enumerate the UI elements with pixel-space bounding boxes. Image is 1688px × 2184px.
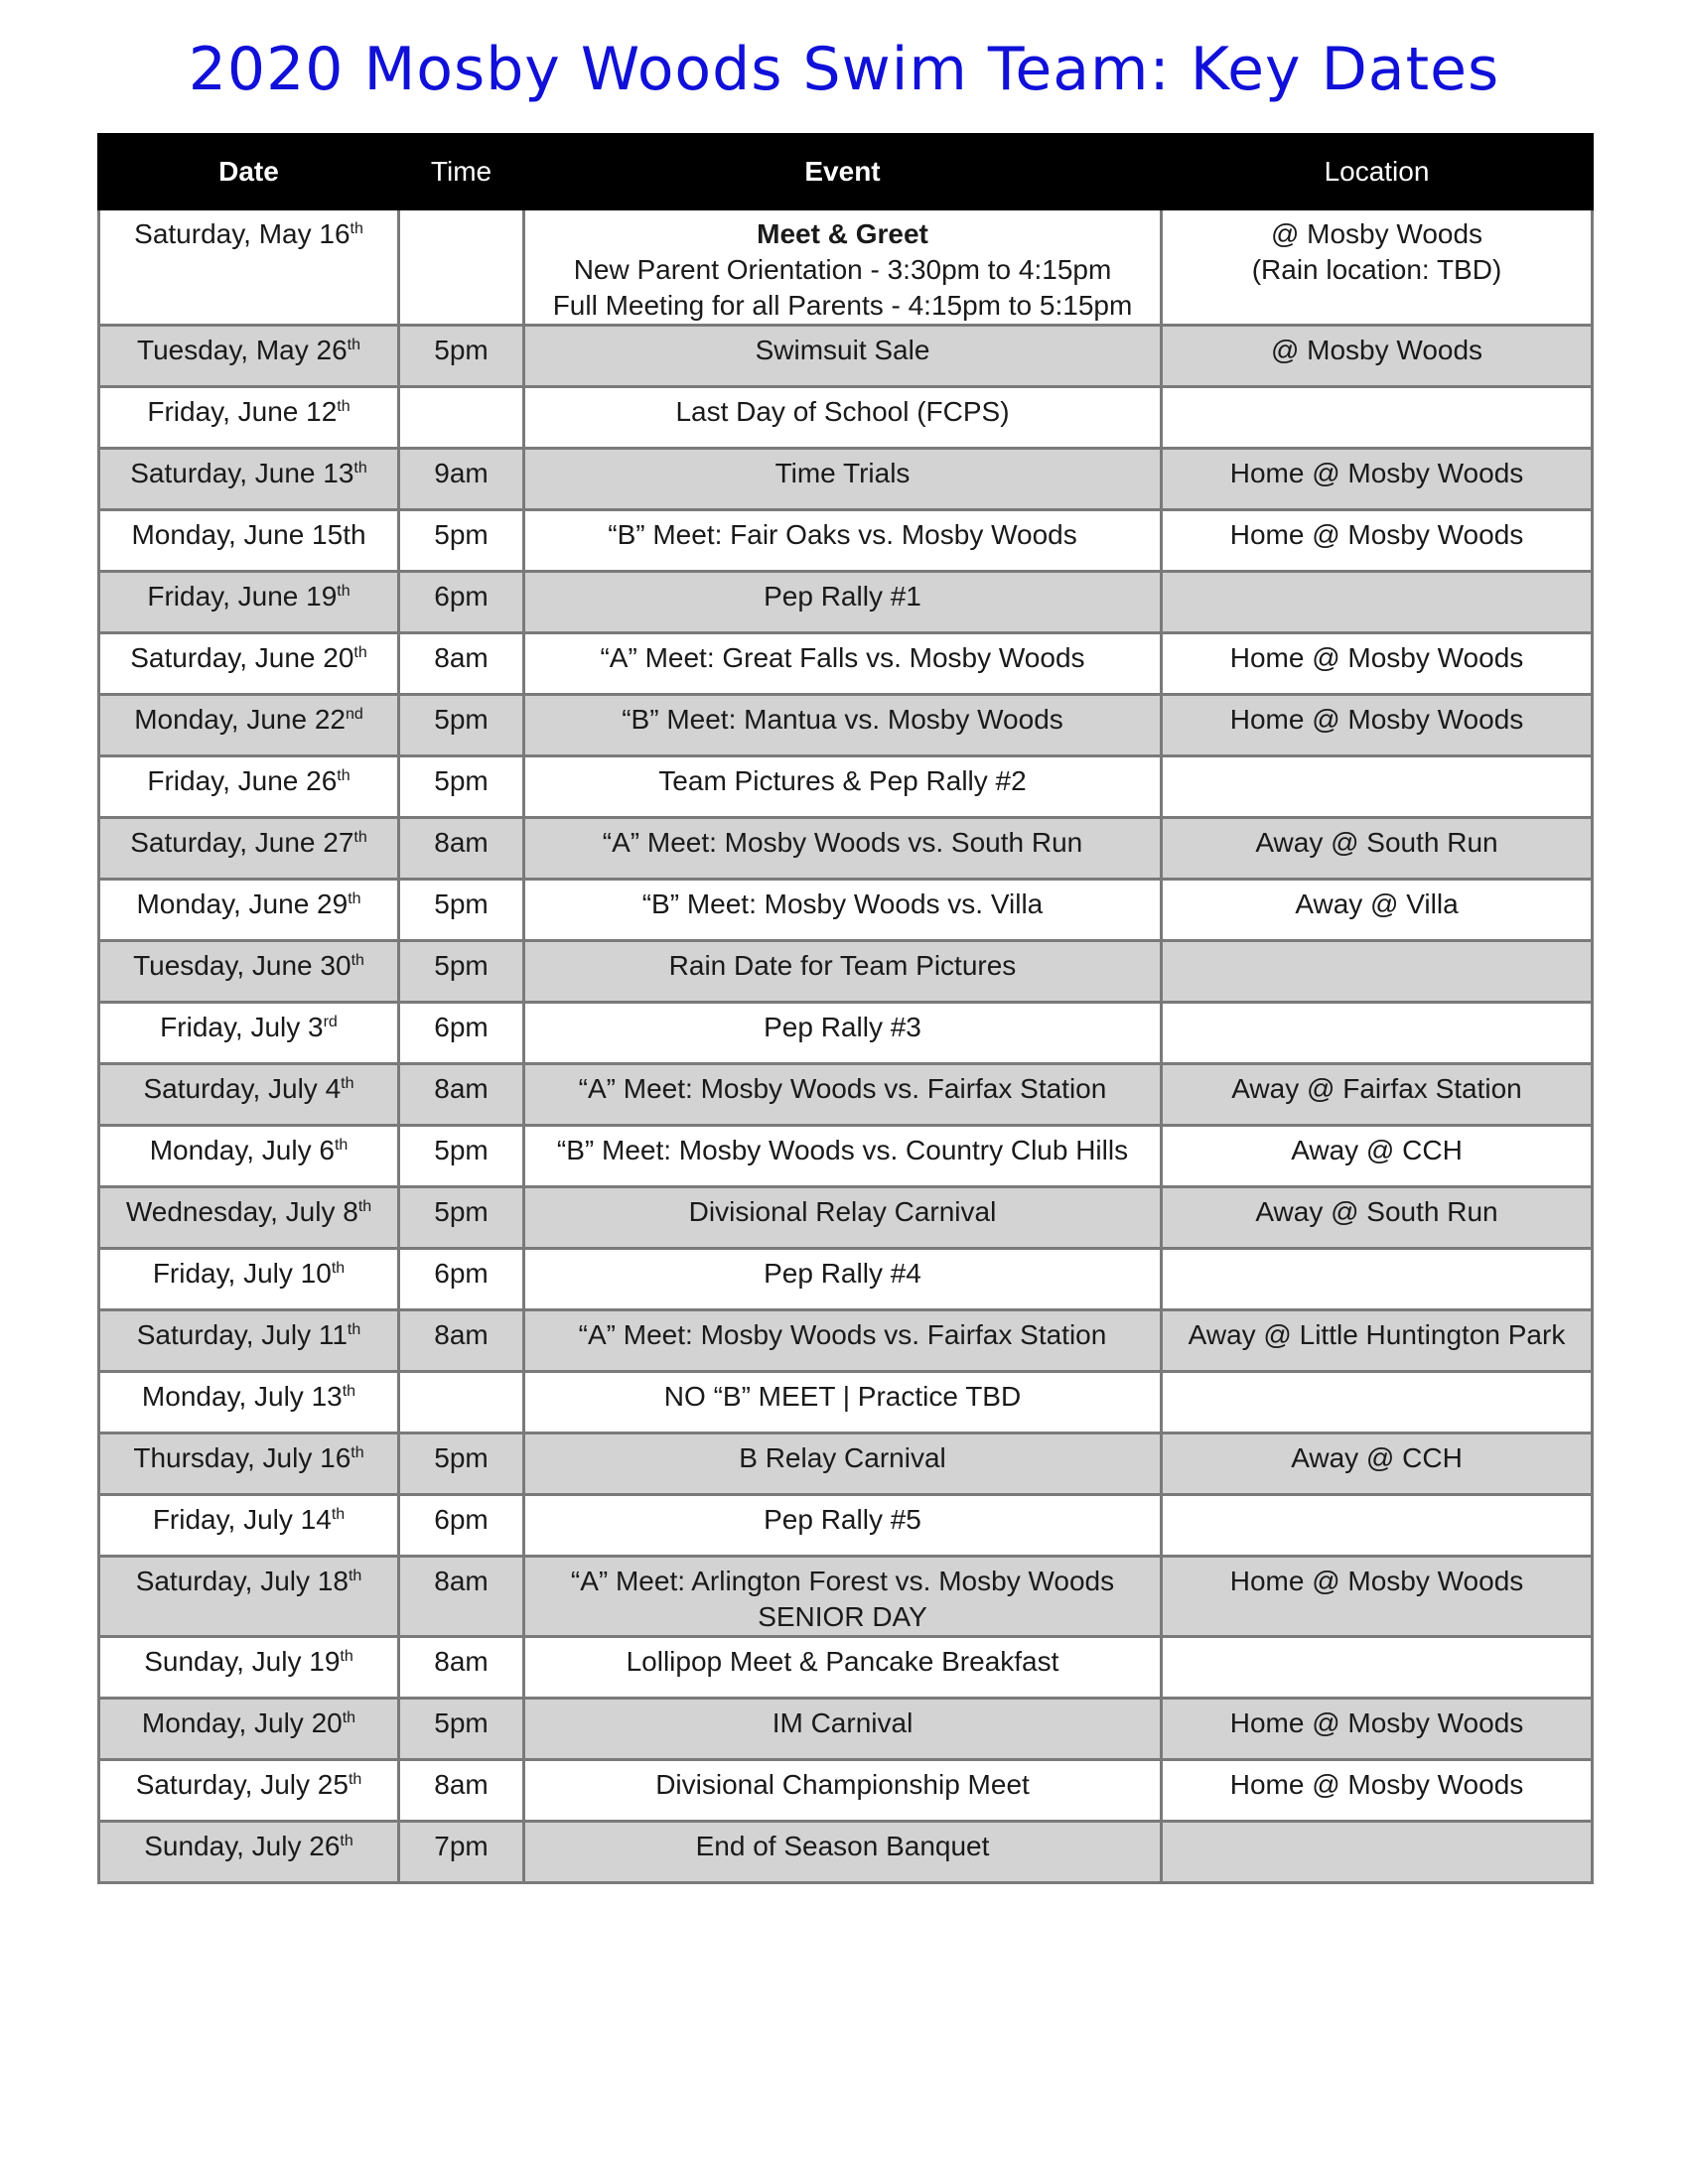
date-cell (99, 572, 399, 633)
event-line: B Relay Carnival (739, 1442, 946, 1473)
time-cell: 5pm (399, 941, 524, 1003)
header-time: Time (399, 135, 524, 209)
table-row (99, 818, 1593, 880)
location-cell (1162, 1822, 1593, 1883)
event-line: “B” Meet: Mosby Woods vs. Country Club Hills (556, 1135, 1129, 1165)
time-cell (399, 209, 524, 326)
date-cell (99, 1003, 399, 1064)
location-line: Home @ Mosby Woods (1229, 519, 1524, 550)
table-row (99, 1310, 1593, 1372)
date-text: Friday, June 19 (147, 581, 338, 612)
time-cell: 7pm (399, 1822, 524, 1883)
time-cell (399, 387, 524, 449)
location-cell (1162, 1310, 1593, 1372)
date-cell (99, 1187, 399, 1249)
date-text: Monday, June 15th (131, 519, 366, 550)
location-line: Away @ South Run (1255, 1196, 1498, 1227)
date-ordinal-suffix: th (351, 1444, 364, 1461)
event-line: Swimsuit Sale (755, 335, 930, 365)
date-text: Monday, July 6 (149, 1135, 335, 1165)
event-line: Divisional Championship Meet (655, 1769, 1030, 1800)
table-row (99, 1637, 1593, 1699)
date-ordinal-suffix: th (337, 583, 351, 600)
event-cell (524, 510, 1162, 572)
event-line: Pep Rally #3 (764, 1012, 921, 1042)
event-cell (524, 633, 1162, 695)
time-cell: 6pm (399, 1003, 524, 1064)
event-line: “A” Meet: Mosby Woods vs. Fairfax Station (578, 1319, 1107, 1350)
date-ordinal-suffix: th (348, 1568, 362, 1584)
date-ordinal-suffix: th (353, 644, 367, 661)
table-header-row (99, 135, 1593, 209)
location-line: Away @ CCH (1291, 1135, 1463, 1165)
time-cell: 5pm (399, 1699, 524, 1760)
table-row (99, 1699, 1593, 1760)
event-cell (524, 1126, 1162, 1187)
date-text: Monday, June 29 (136, 888, 349, 919)
time-cell: 8am (399, 633, 524, 695)
date-cell (99, 326, 399, 387)
date-cell (99, 1433, 399, 1495)
event-line: Lollipop Meet & Pancake Breakfast (626, 1646, 1059, 1677)
event-cell (524, 1372, 1162, 1433)
location-cell (1162, 1064, 1593, 1126)
date-ordinal-suffix: th (348, 890, 361, 907)
event-line: Time Trials (774, 458, 911, 488)
table-row (99, 1003, 1593, 1064)
location-line: Home @ Mosby Woods (1229, 642, 1524, 673)
event-cell (524, 756, 1162, 818)
location-line: Away @ CCH (1291, 1442, 1463, 1473)
date-cell (99, 941, 399, 1003)
date-ordinal-suffix: th (337, 767, 351, 784)
event-cell (524, 1064, 1162, 1126)
header-date: Date (99, 135, 399, 209)
location-line: Away @ Villa (1295, 888, 1459, 919)
date-ordinal-suffix: th (340, 1833, 353, 1849)
location-line: Away @ Little Huntington Park (1188, 1319, 1566, 1350)
event-cell (524, 209, 1162, 326)
date-cell (99, 1557, 399, 1637)
location-cell (1162, 756, 1593, 818)
table-row (99, 1433, 1593, 1495)
location-cell (1162, 209, 1593, 326)
date-text: Friday, June 26 (147, 765, 338, 796)
table-row (99, 695, 1593, 756)
table-row (99, 449, 1593, 510)
table-row (99, 572, 1593, 633)
date-ordinal-suffix: th (348, 1771, 362, 1788)
time-cell: 5pm (399, 1126, 524, 1187)
table-row (99, 1249, 1593, 1310)
date-ordinal-suffix: nd (345, 706, 363, 723)
location-cell (1162, 387, 1593, 449)
date-text: Saturday, July 4 (143, 1073, 342, 1104)
page-title: 2020 Mosby Woods Swim Team: Key Dates (188, 35, 1500, 104)
event-cell (524, 1433, 1162, 1495)
time-cell: 8am (399, 1064, 524, 1126)
date-cell (99, 449, 399, 510)
table-row (99, 1064, 1593, 1126)
event-line: “A” Meet: Great Falls vs. Mosby Woods (600, 642, 1085, 673)
event-line: Last Day of School (FCPS) (675, 396, 1010, 427)
date-ordinal-suffix: th (331, 1260, 346, 1277)
event-line: “B” Meet: Mosby Woods vs. Villa (641, 888, 1044, 919)
event-line: “A” Meet: Mosby Woods vs. South Run (602, 827, 1083, 858)
date-text: Friday, July 14 (152, 1504, 332, 1535)
event-line: “A” Meet: Arlington Forest vs. Mosby Woods (570, 1566, 1115, 1596)
location-cell (1162, 510, 1593, 572)
location-cell (1162, 1637, 1593, 1699)
event-cell (524, 387, 1162, 449)
time-cell: 5pm (399, 880, 524, 941)
event-cell (524, 572, 1162, 633)
location-cell (1162, 1699, 1593, 1760)
date-ordinal-suffix: th (341, 1075, 354, 1092)
table-row (99, 1126, 1593, 1187)
date-text: Monday, July 20 (141, 1707, 343, 1738)
table-row (99, 387, 1593, 449)
date-ordinal-suffix: th (353, 829, 367, 846)
time-cell: 6pm (399, 1249, 524, 1310)
event-line: SENIOR DAY (758, 1601, 927, 1632)
table-row (99, 1822, 1593, 1883)
time-cell: 8am (399, 1760, 524, 1822)
date-ordinal-suffix: th (331, 1506, 346, 1523)
location-line: Home @ Mosby Woods (1229, 1769, 1524, 1800)
location-line: @ Mosby Woods (1270, 218, 1483, 249)
date-ordinal-suffix: th (340, 1648, 353, 1665)
date-text: Sunday, July 26 (144, 1831, 341, 1861)
event-cell (524, 449, 1162, 510)
date-text: Tuesday, May 26 (137, 335, 348, 365)
location-cell (1162, 1372, 1593, 1433)
time-cell: 6pm (399, 572, 524, 633)
time-cell: 8am (399, 1310, 524, 1372)
event-cell (524, 695, 1162, 756)
event-line: IM Carnival (772, 1707, 914, 1738)
date-cell (99, 1249, 399, 1310)
event-line: Team Pictures & Pep Rally #2 (658, 765, 1027, 796)
location-line: Away @ Fairfax Station (1231, 1073, 1522, 1104)
date-cell (99, 209, 399, 326)
location-line: Home @ Mosby Woods (1229, 458, 1524, 488)
location-cell (1162, 1003, 1593, 1064)
date-ordinal-suffix: th (351, 952, 364, 969)
location-line: Away @ South Run (1255, 827, 1498, 858)
date-cell (99, 510, 399, 572)
date-text: Saturday, July 11 (136, 1319, 348, 1350)
date-text: Saturday, June 13 (130, 458, 354, 488)
location-line: @ Mosby Woods (1270, 335, 1483, 365)
table-row (99, 510, 1593, 572)
date-text: Tuesday, June 30 (133, 950, 352, 981)
event-cell (524, 1003, 1162, 1064)
date-ordinal-suffix: th (347, 337, 360, 353)
time-cell: 8am (399, 1557, 524, 1637)
event-line: Divisional Relay Carnival (688, 1196, 997, 1227)
date-text: Saturday, June 27 (130, 827, 354, 858)
location-cell (1162, 941, 1593, 1003)
date-text: Saturday, July 18 (135, 1566, 349, 1596)
date-cell (99, 1822, 399, 1883)
location-cell (1162, 1187, 1593, 1249)
event-cell (524, 1310, 1162, 1372)
event-title: Meet & Greet (757, 218, 928, 249)
date-text: Thursday, July 16 (133, 1442, 352, 1473)
event-line: Pep Rally #5 (764, 1504, 921, 1535)
date-ordinal-suffix: th (334, 1137, 349, 1154)
event-line: End of Season Banquet (695, 1831, 990, 1861)
date-text: Saturday, June 20 (130, 642, 354, 673)
time-cell (399, 1372, 524, 1433)
time-cell: 8am (399, 1637, 524, 1699)
location-cell (1162, 695, 1593, 756)
event-cell (524, 1699, 1162, 1760)
date-text: Saturday, May 16 (134, 218, 351, 249)
date-cell (99, 880, 399, 941)
location-cell (1162, 818, 1593, 880)
date-cell (99, 633, 399, 695)
date-text: Monday, June 22 (134, 704, 346, 735)
event-line: Pep Rally #4 (764, 1258, 921, 1289)
time-cell: 8am (399, 818, 524, 880)
event-cell (524, 1822, 1162, 1883)
date-cell (99, 1495, 399, 1557)
key-dates-table (97, 133, 1594, 1884)
table-body (99, 209, 1593, 1883)
table-row (99, 880, 1593, 941)
date-ordinal-suffix: th (342, 1383, 356, 1400)
table-row (99, 756, 1593, 818)
date-cell (99, 818, 399, 880)
date-text: Friday, June 12 (147, 396, 338, 427)
location-cell (1162, 633, 1593, 695)
table-row (99, 941, 1593, 1003)
date-text: Saturday, July 25 (135, 1769, 349, 1800)
event-cell (524, 941, 1162, 1003)
date-ordinal-suffix: th (347, 1321, 361, 1338)
location-cell (1162, 449, 1593, 510)
event-cell (524, 1760, 1162, 1822)
date-cell (99, 1372, 399, 1433)
date-cell (99, 1064, 399, 1126)
event-cell (524, 880, 1162, 941)
event-cell (524, 1637, 1162, 1699)
table-row (99, 633, 1593, 695)
location-line: Home @ Mosby Woods (1229, 704, 1524, 735)
location-cell (1162, 1557, 1593, 1637)
date-cell (99, 1699, 399, 1760)
time-cell: 5pm (399, 756, 524, 818)
date-text: Wednesday, July 8 (125, 1196, 358, 1227)
date-ordinal-suffix: rd (323, 1014, 338, 1030)
event-cell (524, 1495, 1162, 1557)
event-line: Rain Date for Team Pictures (668, 950, 1017, 981)
event-cell (524, 1249, 1162, 1310)
event-cell (524, 818, 1162, 880)
location-cell (1162, 880, 1593, 941)
table-row (99, 1760, 1593, 1822)
location-cell (1162, 1495, 1593, 1557)
date-cell (99, 387, 399, 449)
event-cell (524, 1557, 1162, 1637)
date-text: Monday, July 13 (141, 1381, 343, 1412)
date-text: Friday, July 10 (152, 1258, 332, 1289)
location-line: (Rain location: TBD) (1251, 254, 1502, 285)
date-cell (99, 1310, 399, 1372)
location-cell (1162, 326, 1593, 387)
date-text: Sunday, July 19 (144, 1646, 341, 1677)
time-cell: 5pm (399, 1187, 524, 1249)
date-ordinal-suffix: th (337, 398, 351, 415)
date-cell (99, 695, 399, 756)
event-line: Full Meeting for all Parents - 4:15pm to 5:15pm (552, 290, 1133, 321)
event-line: “B” Meet: Fair Oaks vs. Mosby Woods (608, 519, 1077, 550)
time-cell: 5pm (399, 326, 524, 387)
date-ordinal-suffix: th (342, 1709, 356, 1726)
table-row (99, 1187, 1593, 1249)
location-cell (1162, 572, 1593, 633)
event-line: “B” Meet: Mantua vs. Mosby Woods (622, 704, 1063, 735)
date-text: Friday, July 3 (160, 1012, 324, 1042)
location-line: Home @ Mosby Woods (1229, 1707, 1524, 1738)
date-ordinal-suffix: th (353, 460, 367, 477)
location-cell (1162, 1249, 1593, 1310)
table-row (99, 1557, 1593, 1637)
time-cell: 6pm (399, 1495, 524, 1557)
table-row (99, 1372, 1593, 1433)
event-line: New Parent Orientation - 3:30pm to 4:15pm (573, 254, 1112, 285)
event-line: “A” Meet: Mosby Woods vs. Fairfax Station (578, 1073, 1107, 1104)
date-ordinal-suffix: th (357, 1198, 372, 1215)
date-cell (99, 1126, 399, 1187)
event-line: NO “B” MEET | Practice TBD (663, 1381, 1022, 1412)
table-row (99, 1495, 1593, 1557)
time-cell: 9am (399, 449, 524, 510)
date-ordinal-suffix: th (350, 220, 363, 237)
time-cell: 5pm (399, 1433, 524, 1495)
date-cell (99, 1637, 399, 1699)
table-row (99, 209, 1593, 326)
header-event: Event (524, 135, 1162, 209)
table-row (99, 326, 1593, 387)
event-cell (524, 1187, 1162, 1249)
header-location: Location (1162, 135, 1593, 209)
date-cell (99, 1760, 399, 1822)
date-cell (99, 756, 399, 818)
event-line: Pep Rally #1 (764, 581, 921, 612)
location-cell (1162, 1433, 1593, 1495)
location-line: Home @ Mosby Woods (1229, 1566, 1524, 1596)
time-cell: 5pm (399, 695, 524, 756)
location-cell (1162, 1760, 1593, 1822)
event-cell (524, 326, 1162, 387)
time-cell: 5pm (399, 510, 524, 572)
location-cell (1162, 1126, 1593, 1187)
